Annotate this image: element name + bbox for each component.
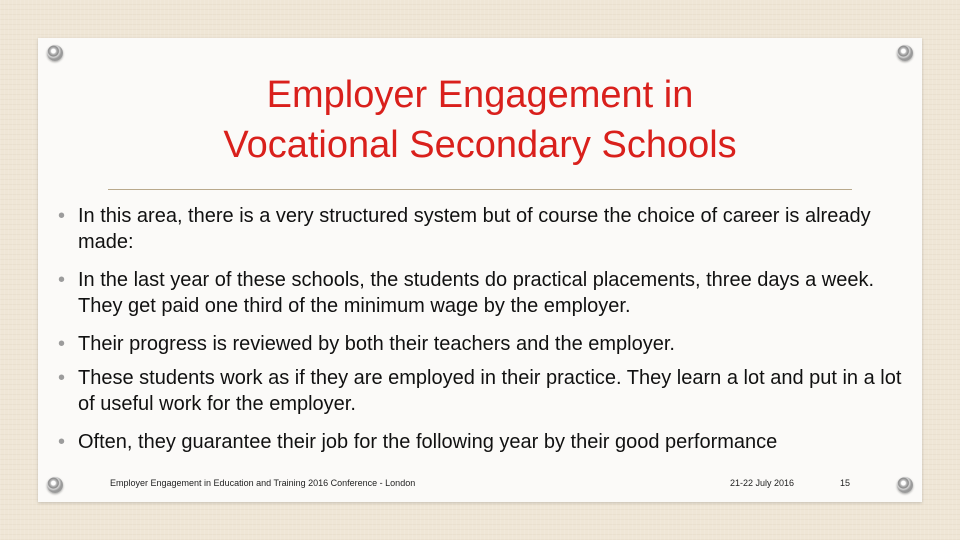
bullet-item — [58, 429, 908, 455]
bullet-text: In the last year of these schools, the students do practical placements, three days a week. They get paid one third of the minimum wage by the employer. — [78, 269, 874, 317]
pin-icon — [47, 477, 63, 493]
bullet-item — [58, 365, 908, 417]
bullet-icon: • — [58, 367, 66, 389]
bullet-icon: • — [58, 333, 66, 355]
bullet-icon: • — [58, 205, 66, 227]
bullet-icon: • — [58, 269, 66, 291]
bullet-item — [58, 331, 908, 357]
slide-title-line-2: Vocational Secondary Schools — [223, 124, 737, 166]
bullet-icon: • — [58, 431, 66, 453]
footer-text: Employer Engagement in Education and Training 2016 Conference - London — [110, 478, 416, 488]
pin-icon — [897, 45, 913, 61]
bullet-item — [58, 267, 908, 319]
bullet-text: These students work as if they are employed in their practice. They learn a lot and put in a lot of useful work for the employer. — [78, 367, 902, 415]
page-number: 15 — [840, 478, 851, 488]
bullet-text: In this area, there is a very structured system but of course the choice of career is already made: — [78, 205, 871, 253]
pin-icon — [47, 45, 63, 61]
bullet-text: Their progress is reviewed by both their teachers and the employer. — [78, 333, 675, 355]
bullet-text: Often, they guarantee their job for the following year by their good performance — [78, 431, 778, 453]
bullet-item — [58, 203, 908, 255]
pin-icon — [897, 477, 913, 493]
title-divider — [108, 189, 852, 190]
slide-title-line-1: Employer Engagement in — [266, 74, 694, 116]
bullet-list — [58, 203, 908, 467]
slide-title — [80, 70, 880, 170]
footer-date: 21-22 July 2016 — [730, 478, 795, 488]
